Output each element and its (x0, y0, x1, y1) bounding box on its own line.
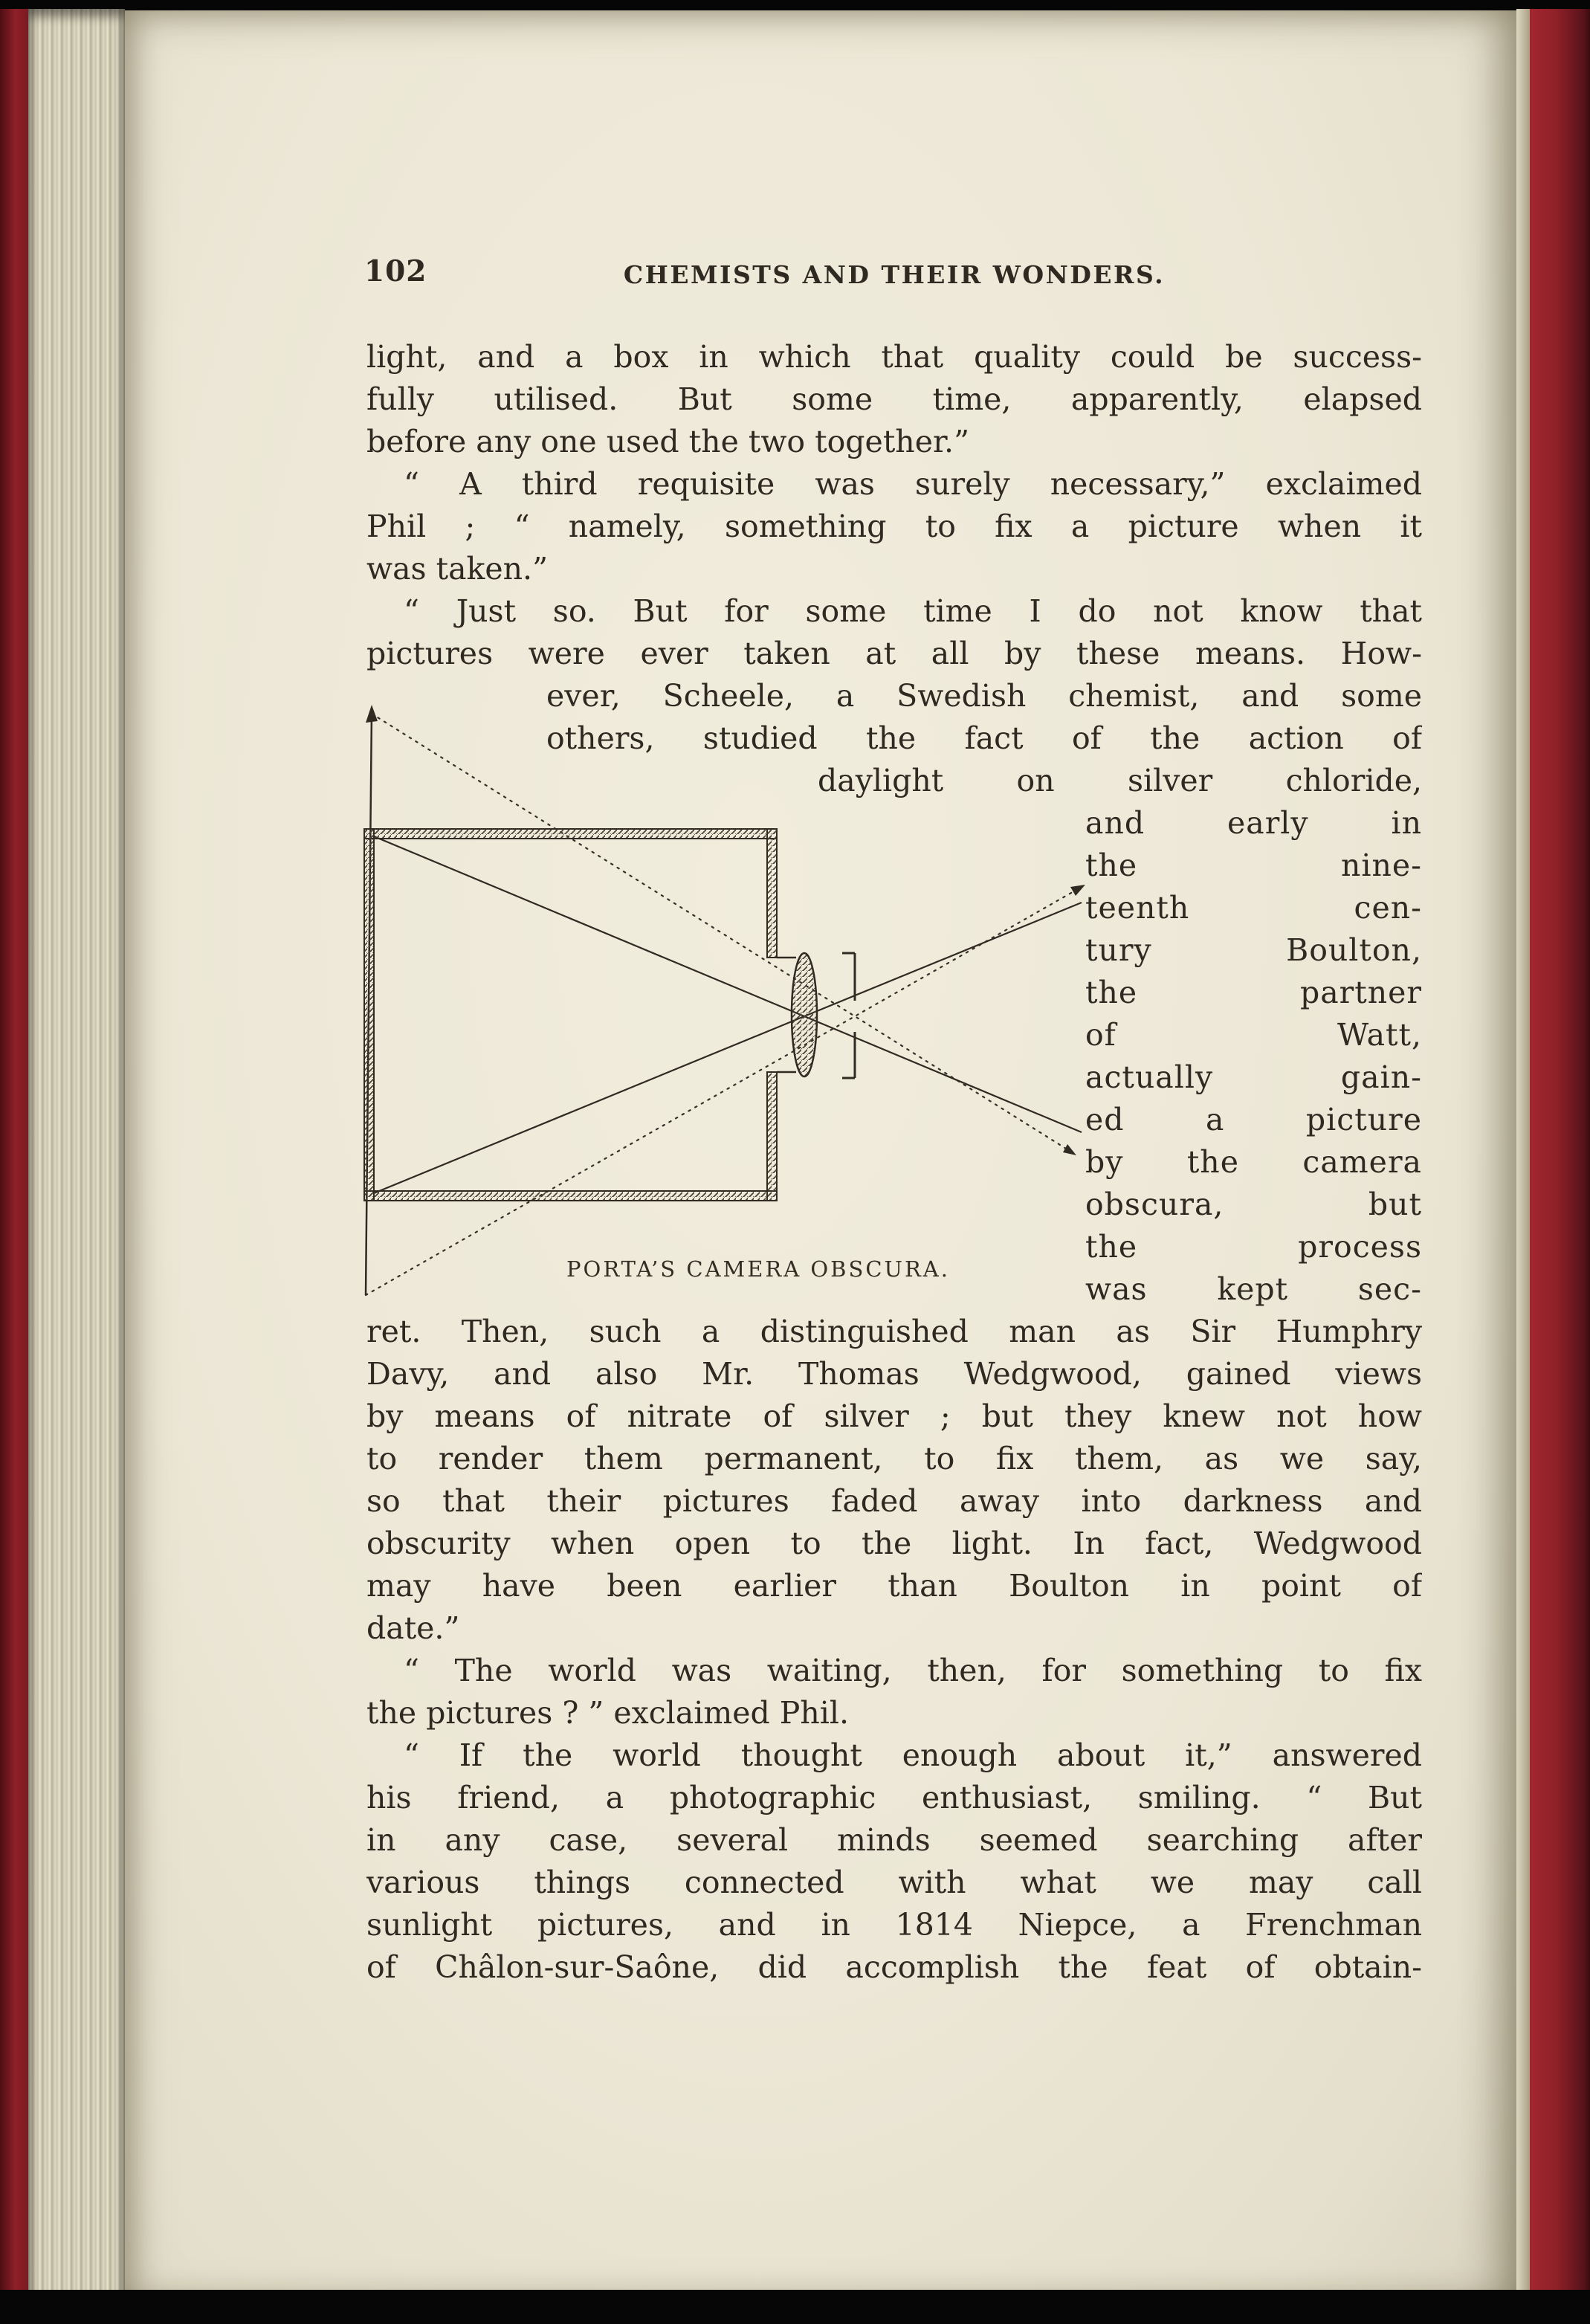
text-line: the process (1085, 1229, 1422, 1265)
book-page (125, 10, 1516, 2314)
scan-border-bottom (0, 2290, 1590, 2324)
text-line: the nine- (1085, 848, 1422, 883)
text-line: was taken.” (366, 551, 549, 587)
camera-obscura-figure (349, 691, 1100, 1316)
ray-arrowhead (1063, 1144, 1076, 1155)
text-line: may have been earlier than Boulton in point of (366, 1568, 1422, 1604)
text-line: “ The world was waiting, then, for something to fix (404, 1653, 1422, 1688)
page-number: 102 (364, 254, 427, 288)
running-header: CHEMISTS AND THEIR WONDERS. (623, 260, 1166, 289)
aperture (842, 953, 855, 1078)
text-line: others, studied the fact of the action of (546, 720, 1422, 756)
camera-obscura-diagram (349, 691, 1100, 1316)
text-line: ret. Then, such a distinguished man as Sir Humphry (366, 1314, 1422, 1349)
text-line: pictures were ever taken at all by these means. How- (366, 636, 1422, 671)
text-line: daylight on silver chloride, (818, 763, 1422, 798)
figure-caption: PORTA’S CAMERA OBSCURA. (566, 1256, 950, 1282)
text-line: Davy, and also Mr. Thomas Wedgwood, gained views (366, 1356, 1422, 1392)
text-line: ever, Scheele, a Swedish chemist, and some (546, 678, 1422, 714)
text-line: was kept sec- (1085, 1271, 1422, 1307)
text-line: by the camera (1085, 1144, 1422, 1180)
text-line: teenth cen- (1085, 890, 1422, 926)
text-line: actually gain- (1085, 1059, 1422, 1095)
text-line: light, and a box in which that quality could be success- (366, 339, 1422, 375)
text-line: “ Just so. But for some time I do not know that (404, 593, 1422, 629)
scan-border-top (0, 0, 1590, 9)
light-ray-dotted (366, 714, 1082, 1295)
page-edge-right (1516, 9, 1530, 2314)
text-line: ed a picture (1085, 1102, 1422, 1137)
text-line: and early in (1085, 805, 1422, 841)
text-line: his friend, a photographic enthusiast, smiling. “ But (366, 1780, 1422, 1815)
text-line: the pictures ? ” exclaimed Phil. (366, 1695, 850, 1731)
text-line: so that their pictures faded away into darkness and (366, 1483, 1422, 1519)
text-line: of Watt, (1085, 1017, 1422, 1053)
text-line: date.” (366, 1610, 460, 1646)
ray-arrowhead (1070, 885, 1085, 896)
text-line: the partner (1085, 975, 1422, 1010)
text-line: various things connected with what we may call (366, 1865, 1422, 1900)
text-line: by means of nitrate of silver ; but they knew not how (366, 1398, 1422, 1434)
page-stack-edges (28, 7, 125, 2317)
text-line: fully utilised. But some time, apparently, elapsed (366, 381, 1422, 417)
text-line: of Châlon-sur-Saône, did accomplish the feat of obtain- (366, 1949, 1422, 1985)
text-line: tury Boulton, (1085, 932, 1422, 968)
text-line: obscura, but (1085, 1187, 1422, 1222)
text-line: Phil ; “ namely, something to fix a picture when it (366, 509, 1422, 544)
light-ray-solid (374, 836, 1082, 1193)
text-line: to render them permanent, to fix them, as we say, (366, 1441, 1422, 1476)
book-cover-right (1530, 0, 1590, 2324)
text-line: sunlight pictures, and in 1814 Niepce, a Frenchman (366, 1907, 1422, 1943)
text-line: obscurity when open to the light. In fact, Wedgwood (366, 1526, 1422, 1561)
text-line: before any one used the two together.” (366, 424, 970, 459)
camera-box (364, 829, 777, 1201)
text-line: in any case, several minds seemed searching after (366, 1822, 1422, 1858)
text-line: “ If the world thought enough about it,” answered (404, 1737, 1422, 1773)
text-line: “ A third requisite was surely necessary,” exclaimed (404, 466, 1422, 502)
book-cover-left (0, 0, 28, 2324)
